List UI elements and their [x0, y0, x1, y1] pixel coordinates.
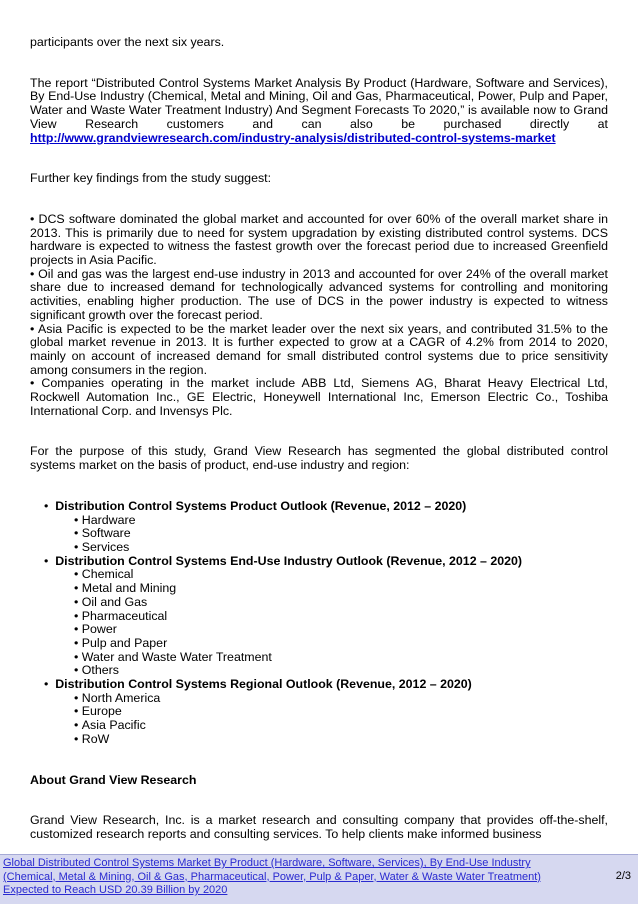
report-paragraph-text: The report “Distributed Control Systems Market Analysis By Product (Hardware, Software and Services), By End-Use Industry (Chemical, Metal and Mining, Oil and Gas, Pharmaceutical, Power, Pulp and Paper, Water and Waste Water Treatment Industry) And Segment Forecasts To 2020,” is available now to Grand View Research customers and can also be purchased directly at: [30, 75, 608, 131]
segment-item: • North America: [74, 692, 608, 706]
finding-item: • DCS software dominated the global market and accounted for over 60% of the overall market share in 2013. This is primarily due to need for system upgradation by existing distributed control systems. DCS hardware is expected to witness the fastest growth over the forecast period due to increased Greenfield projects in Asia Pacific.: [30, 211, 608, 268]
segment-title: Distribution Control Systems End-Use Industry Outlook (Revenue, 2012 – 2020): [55, 553, 523, 568]
segment-item: • Software: [74, 527, 608, 541]
segmentation-paragraph: For the purpose of this study, Grand View Research has segmented the global distributed control systems market on the basis of product, end-use industry and region:: [30, 444, 608, 473]
segment-end-use: [44, 555, 608, 678]
footer-line: Global Distributed Control Systems Market By Product (Hardware, Software, Services), By End-Use Industry: [3, 857, 531, 869]
page-footer: [0, 854, 638, 904]
finding-item: • Oil and gas was the largest end-use industry in 2013 and accounted for over 24% of the overall market share due to increased demand for technologically advanced systems for controlling and monitoring activities, enabling higher production. The use of DCS in the power industry is expected to witness significant growth over the forecast period.: [30, 266, 608, 322]
segment-items: [44, 514, 608, 555]
segment-title: Distribution Control Systems Product Outlook (Revenue, 2012 – 2020): [55, 498, 467, 513]
report-paragraph: [30, 77, 608, 146]
segment-regional: [44, 678, 608, 747]
about-paragraph: Grand View Research, Inc. is a market research and consulting company that provides off-the-shelf, customized research reports and consulting services. To help clients make informed business: [30, 813, 608, 841]
segment-item: • Asia Pacific: [74, 719, 608, 733]
findings-list: [30, 213, 608, 419]
segment-item: • Europe: [74, 705, 608, 719]
page-content: [30, 36, 608, 842]
segment-list: [30, 500, 608, 747]
segment-item: • Oil and Gas: [74, 596, 608, 610]
segment-item: • Power: [74, 623, 608, 637]
segment-product: [44, 500, 608, 555]
intro-text: participants over the next six years.: [30, 35, 225, 49]
segment-item: • Others: [74, 664, 608, 678]
finding-item: • Companies operating in the market include ABB Ltd, Siemens AG, Bharat Heavy Electrical Ltd, Rockwell Automation Inc., GE Electric, Honeywell International Inc, Emerson Electric Co., Toshiba International Corp. and Invensys Plc.: [30, 376, 608, 418]
footer-title-link[interactable]: [3, 857, 583, 898]
segment-item: • Metal and Mining: [74, 582, 608, 596]
segment-item: • Water and Waste Water Treatment: [74, 651, 608, 665]
about-heading: About Grand View Research: [30, 772, 197, 787]
segment-item: • Hardware: [74, 514, 608, 528]
page-number: 2/3: [615, 870, 631, 882]
segment-item: • Pulp and Paper: [74, 637, 608, 651]
segment-items: [44, 692, 608, 747]
report-link[interactable]: http://www.grandviewresearch.com/industry-analysis/distributed-control-systems-market: [30, 130, 556, 145]
findings-intro: Further key findings from the study suggest:: [30, 171, 272, 186]
segment-items: [44, 568, 608, 678]
segment-title: Distribution Control Systems Regional Outlook (Revenue, 2012 – 2020): [55, 677, 472, 692]
footer-line: Expected to Reach USD 20.39 Billion by 2020: [3, 884, 228, 896]
finding-item: • Asia Pacific is expected to be the market leader over the next six years, and contributed 31.5% to the global market revenue in 2013. It is further expected to grow at a CAGR of 4.2% from 2014 to 2020, mainly on account of increased demand for small distributed control systems due to price sensitivity among consumers in the region.: [30, 321, 608, 377]
segment-item: • Pharmaceutical: [74, 610, 608, 624]
footer-line: (Chemical, Metal & Mining, Oil & Gas, Pharmaceutical, Power, Pulp & Paper, Water & Waste Water Treatment): [3, 870, 541, 883]
segment-item: • Services: [74, 541, 608, 555]
segment-item: • RoW: [74, 733, 608, 747]
segment-item: • Chemical: [74, 568, 608, 582]
